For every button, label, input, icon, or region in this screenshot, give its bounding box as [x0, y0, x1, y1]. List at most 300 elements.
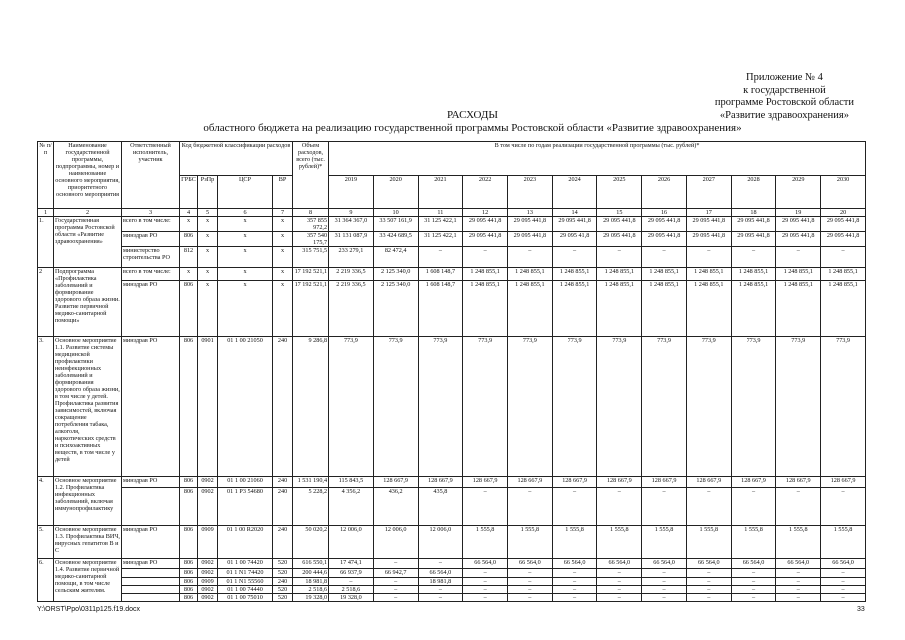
vr-code: 520 [273, 594, 293, 602]
year-value: 115 843,5 [329, 477, 374, 488]
year-value: 2 219 336,5 [329, 268, 374, 281]
year-value: 1 555,8 [463, 526, 508, 559]
year-value: – [463, 569, 508, 578]
year-value: – [731, 569, 776, 578]
responsible: всего в том числе: [122, 217, 180, 232]
year-value: 1 248 855,1 [552, 281, 597, 337]
rzpr-code: x [198, 232, 218, 247]
year-value: – [552, 586, 597, 594]
rzpr-code: x [198, 268, 218, 281]
column-number: 11 [418, 209, 463, 217]
row-name: Основное мероприятие 1.3. Профилактика ВИЧ, вирусных гепатитов В и С [54, 526, 122, 559]
responsible [122, 488, 180, 526]
csr-code: 01 1 00 74440 [218, 586, 273, 594]
vr-code: 520 [273, 569, 293, 578]
column-number: 6 [218, 209, 273, 217]
year-value: 1 248 855,1 [463, 281, 508, 337]
total-volume: 5 228,2 [293, 488, 329, 526]
year-value: 128 667,9 [463, 477, 508, 488]
year-value: – [686, 488, 731, 526]
row-name: Подпрограмма «Профилактика заболеваний и формирование здорового образа жизни. Развитие первичной медико-санитарной помощи» [54, 268, 122, 337]
rzpr-code: 0901 [198, 337, 218, 477]
header-name: Наименование государственной программы, подпрограммы, номер и наименование основного мероприятия, приоритетного основного мероприятия [54, 142, 122, 209]
year-value: – [821, 569, 866, 578]
appendix-line: к государственной [743, 84, 826, 96]
appendix-line: «Развитие здравоохранения» [719, 109, 849, 121]
total-volume: 1 531 190,4 [293, 477, 329, 488]
year-value: 29 095 441,8 [731, 232, 776, 247]
year-value: 1 248 855,1 [507, 268, 552, 281]
row-number: 1. [38, 217, 54, 268]
year-value: 233 279,1 [329, 247, 374, 268]
responsible: минздрав РО [122, 232, 180, 247]
year-value: – [731, 578, 776, 586]
column-number: 7 [273, 209, 293, 217]
year-value: 1 608 148,7 [418, 281, 463, 337]
year-value: – [552, 247, 597, 268]
column-number: 15 [597, 209, 642, 217]
rzpr-code: 0902 [198, 559, 218, 569]
total-volume: 50 020,2 [293, 526, 329, 559]
year-value: 2 125 340,0 [373, 281, 418, 337]
year-value: 1 248 855,1 [821, 268, 866, 281]
year-value: – [776, 594, 821, 602]
year-value: 128 667,9 [507, 477, 552, 488]
year-value: – [642, 594, 687, 602]
csr-code: 01 1 00 R2020 [218, 526, 273, 559]
year-value: 128 667,9 [373, 477, 418, 488]
csr-code: x [218, 247, 273, 268]
row-number: 2 [38, 268, 54, 337]
column-number: 5 [198, 209, 218, 217]
header-rzpr: РзПр [198, 175, 218, 209]
header-year: 2028 [731, 175, 776, 209]
year-value: 773,9 [597, 337, 642, 477]
grbs-code: 806 [180, 488, 198, 526]
year-value: – [776, 586, 821, 594]
header-grbs: ГРБС [180, 175, 198, 209]
year-value: 66 937,9 [329, 569, 374, 578]
header-year: 2022 [463, 175, 508, 209]
year-value: – [373, 586, 418, 594]
table-row [38, 578, 866, 586]
year-value: 1 248 855,1 [776, 268, 821, 281]
year-value: 128 667,9 [642, 477, 687, 488]
csr-code: 01 1 00 75010 [218, 594, 273, 602]
csr-code: 01 1 N1 74420 [218, 569, 273, 578]
header-year: 2023 [507, 175, 552, 209]
year-value: – [507, 594, 552, 602]
year-value: 1 248 855,1 [686, 281, 731, 337]
header-year: 2030 [821, 175, 866, 209]
column-number: 2 [54, 209, 122, 217]
total-volume: 616 550,1 [293, 559, 329, 569]
year-value: 29 095 441,8 [686, 217, 731, 232]
year-value: – [507, 586, 552, 594]
vr-code: 240 [273, 578, 293, 586]
year-value: – [642, 569, 687, 578]
year-value: – [686, 578, 731, 586]
responsible: минздрав РО [122, 337, 180, 477]
header-row-1 [38, 142, 866, 176]
year-value: 128 667,9 [821, 477, 866, 488]
year-value: 773,9 [776, 337, 821, 477]
vr-code: 240 [273, 337, 293, 477]
year-value: 773,9 [821, 337, 866, 477]
year-value: – [686, 594, 731, 602]
grbs-code: 806 [180, 569, 198, 578]
rzpr-code: x [198, 217, 218, 232]
table-row [38, 569, 866, 578]
total-volume: 315 751,5 [293, 247, 329, 268]
year-value: – [821, 247, 866, 268]
appendix-line: Приложение № 4 [746, 72, 823, 83]
total-volume: 17 192 521,1 [293, 268, 329, 281]
year-value: – [731, 247, 776, 268]
year-value: 2 125 340,0 [373, 268, 418, 281]
year-value: 29 095 441,8 [463, 217, 508, 232]
rzpr-code: 0909 [198, 526, 218, 559]
column-number: 4 [180, 209, 198, 217]
vr-code: x [273, 217, 293, 232]
csr-code: 01 1 00 21050 [218, 337, 273, 477]
column-number: 8 [293, 209, 329, 217]
year-value: 2 518,6 [329, 586, 374, 594]
column-number: 19 [776, 209, 821, 217]
year-value: – [507, 578, 552, 586]
year-value: – [776, 578, 821, 586]
column-number: 12 [463, 209, 508, 217]
row-number: 3. [38, 337, 54, 477]
row-number: 4. [38, 477, 54, 526]
year-value: – [373, 578, 418, 586]
year-value: – [597, 594, 642, 602]
vr-code: x [273, 281, 293, 337]
csr-code: 01 1 N1 55560 [218, 578, 273, 586]
year-value: – [552, 569, 597, 578]
year-value: 33 424 689,5 [373, 232, 418, 247]
row-name: Государственная программа Ростовской области «Развитие здравоохранения» [54, 217, 122, 268]
year-value: – [776, 488, 821, 526]
year-value: 128 667,9 [418, 477, 463, 488]
year-value: 1 555,8 [731, 526, 776, 559]
header-year: 2029 [776, 175, 821, 209]
responsible: минздрав РО [122, 477, 180, 488]
year-value: 82 472,4 [373, 247, 418, 268]
grbs-code: 806 [180, 477, 198, 488]
column-number: 9 [329, 209, 374, 217]
year-value: 1 248 855,1 [463, 268, 508, 281]
column-number: 17 [686, 209, 731, 217]
year-value: 1 555,8 [686, 526, 731, 559]
table-row [38, 477, 866, 488]
year-value: 773,9 [552, 337, 597, 477]
year-value: 31 125 422,1 [418, 217, 463, 232]
year-value: 1 608 148,7 [418, 268, 463, 281]
year-value: 29 095 41,8 [552, 232, 597, 247]
header-budget-code: Код бюджетной классификации расходов [180, 142, 293, 176]
year-value: 66 564,0 [507, 559, 552, 569]
year-value: 1 248 855,1 [776, 281, 821, 337]
year-value: – [552, 594, 597, 602]
year-value: 17 474,1 [329, 559, 374, 569]
year-value: 2 219 336,5 [329, 281, 374, 337]
year-value: – [731, 586, 776, 594]
year-value: – [686, 586, 731, 594]
footer-file-path: Y:\ORST\Ppo\0311p125.f19.docx [37, 606, 140, 613]
year-value: – [597, 586, 642, 594]
year-value: – [463, 578, 508, 586]
year-value: – [463, 594, 508, 602]
year-value: 33 507 161,9 [373, 217, 418, 232]
year-value: – [507, 569, 552, 578]
row-name: Основное мероприятие 1.2. Профилактика инфекционных заболеваний, включая иммунопрофилактику [54, 477, 122, 526]
rzpr-code: 0902 [198, 594, 218, 602]
row-number: 6. [38, 559, 54, 602]
column-number: 14 [552, 209, 597, 217]
responsible [122, 586, 180, 594]
year-value: – [329, 578, 374, 586]
year-value: – [597, 578, 642, 586]
year-value: 773,9 [373, 337, 418, 477]
year-value: 29 095 441,8 [552, 217, 597, 232]
responsible: министерство строительства РО [122, 247, 180, 268]
vr-code: x [273, 232, 293, 247]
year-value: – [686, 247, 731, 268]
total-volume: 17 192 521,1 [293, 281, 329, 337]
total-volume: 357 540 175,7 [293, 232, 329, 247]
year-value: 29 095 441,8 [776, 232, 821, 247]
rzpr-code: 0902 [198, 569, 218, 578]
year-value: 1 555,8 [642, 526, 687, 559]
header-csr: ЦСР [218, 175, 273, 209]
rzpr-code: 0902 [198, 477, 218, 488]
title-line-2: областного бюджета на реализацию государственной программы Ростовской области «Развитие здравоохранения» [203, 122, 742, 134]
year-value: 773,9 [686, 337, 731, 477]
year-value: 18 981,8 [418, 578, 463, 586]
year-value: – [597, 488, 642, 526]
year-value: 1 248 855,1 [642, 268, 687, 281]
grbs-code: x [180, 217, 198, 232]
year-value: – [552, 488, 597, 526]
appendix-line: программе Ростовской области [714, 97, 854, 108]
year-value: – [642, 488, 687, 526]
grbs-code: 806 [180, 281, 198, 337]
responsible [122, 594, 180, 602]
column-number: 16 [642, 209, 687, 217]
responsible: минздрав РО [122, 526, 180, 559]
table-row [38, 247, 866, 268]
rzpr-code: 0902 [198, 586, 218, 594]
year-value: 1 248 855,1 [731, 281, 776, 337]
year-value: 66 564,0 [776, 559, 821, 569]
year-value: – [821, 578, 866, 586]
page-number: 33 [857, 606, 865, 613]
year-value: 435,8 [418, 488, 463, 526]
year-value: 773,9 [463, 337, 508, 477]
csr-code: x [218, 217, 273, 232]
year-value: – [418, 247, 463, 268]
csr-code: 01 1 P3 54680 [218, 488, 273, 526]
header-year: 2027 [686, 175, 731, 209]
vr-code: 240 [273, 488, 293, 526]
table-row [38, 337, 866, 477]
table-row [38, 268, 866, 281]
rzpr-code: x [198, 281, 218, 337]
year-value: – [821, 586, 866, 594]
year-value: 66 564,0 [463, 559, 508, 569]
grbs-code: 806 [180, 559, 198, 569]
vr-code: x [273, 247, 293, 268]
vr-code: x [273, 268, 293, 281]
header-year: 2024 [552, 175, 597, 209]
year-value: 66 564,0 [821, 559, 866, 569]
year-value: 12 006,0 [329, 526, 374, 559]
year-value: 12 006,0 [418, 526, 463, 559]
column-number: 10 [373, 209, 418, 217]
header-num: № п/п [38, 142, 54, 209]
year-value: – [418, 594, 463, 602]
year-value: 31 125 422,1 [418, 232, 463, 247]
year-value: 128 667,9 [686, 477, 731, 488]
year-value: 773,9 [731, 337, 776, 477]
year-value: 29 095 441,8 [686, 232, 731, 247]
year-value: 436,2 [373, 488, 418, 526]
header-year: 2019 [329, 175, 374, 209]
year-value: 66 564,0 [418, 569, 463, 578]
header-by-years: В том числе по годам реализации государственной программы (тыс. рублей)* [329, 142, 866, 176]
year-value: 773,9 [329, 337, 374, 477]
year-value: – [597, 247, 642, 268]
rzpr-code: x [198, 247, 218, 268]
year-value: – [418, 559, 463, 569]
year-value: – [552, 578, 597, 586]
year-value: – [731, 488, 776, 526]
vr-code: 520 [273, 559, 293, 569]
year-value: 1 248 855,1 [686, 268, 731, 281]
year-value: – [686, 569, 731, 578]
year-value: 1 248 855,1 [821, 281, 866, 337]
year-value: 128 667,9 [552, 477, 597, 488]
total-volume: 9 286,8 [293, 337, 329, 477]
year-value: 66 564,0 [597, 559, 642, 569]
year-value: 29 095 441,8 [821, 217, 866, 232]
year-value: 1 248 855,1 [597, 281, 642, 337]
table-row [38, 488, 866, 526]
column-number: 1 [38, 209, 54, 217]
year-value: 66 564,0 [686, 559, 731, 569]
vr-code: 520 [273, 586, 293, 594]
total-volume: 2 518,6 [293, 586, 329, 594]
header-year: 2025 [597, 175, 642, 209]
grbs-code: 806 [180, 594, 198, 602]
rzpr-code: 0909 [198, 578, 218, 586]
row-name: Основное мероприятие 1.1. Развитие системы медицинской профилактики неинфекционных заболеваний и формирования здорового образа жизни, в том числе у детей. Профилактика развития зависимостей, включая сокращение потребления табака, алкоголя, наркотических средств и психоактивных веществ, в том числе у детей [54, 337, 122, 477]
year-value: – [463, 586, 508, 594]
year-value: 128 667,9 [597, 477, 642, 488]
csr-code: x [218, 268, 273, 281]
row-number: 5. [38, 526, 54, 559]
year-value: 128 667,9 [776, 477, 821, 488]
year-value: 29 095 441,8 [597, 217, 642, 232]
year-value: 773,9 [418, 337, 463, 477]
year-value: 29 095 441,8 [507, 232, 552, 247]
total-volume: 357 855 972,2 [293, 217, 329, 232]
row-name: Основное мероприятие 1.4. Развитие первичной медико-санитарной помощи, в том числе сельским жителям. [54, 559, 122, 602]
table-row [38, 526, 866, 559]
year-value: 31 364 367,0 [329, 217, 374, 232]
total-volume: 19 328,0 [293, 594, 329, 602]
column-number: 13 [507, 209, 552, 217]
header-year: 2026 [642, 175, 687, 209]
year-value: – [776, 569, 821, 578]
year-value: 29 095 441,8 [642, 232, 687, 247]
header-volume: Объем расходов, всего (тыс. рублей)* [293, 142, 329, 209]
year-value: 773,9 [507, 337, 552, 477]
year-value: 66 942,7 [373, 569, 418, 578]
year-value: – [373, 559, 418, 569]
table-row [38, 232, 866, 247]
year-value: 1 248 855,1 [642, 281, 687, 337]
grbs-code: 806 [180, 526, 198, 559]
column-number-row [38, 209, 866, 217]
year-value: 1 555,8 [597, 526, 642, 559]
year-value: 1 555,8 [821, 526, 866, 559]
grbs-code: 806 [180, 578, 198, 586]
year-value: – [597, 569, 642, 578]
year-value: – [418, 586, 463, 594]
csr-code: x [218, 281, 273, 337]
grbs-code: 806 [180, 337, 198, 477]
title-line-1: РАСХОДЫ [446, 109, 499, 121]
year-value: – [507, 247, 552, 268]
year-value: 66 564,0 [642, 559, 687, 569]
year-value: 1 248 855,1 [552, 268, 597, 281]
year-value: 29 095 441,8 [642, 217, 687, 232]
year-value: – [821, 488, 866, 526]
header-year: 2020 [373, 175, 418, 209]
year-value: – [642, 586, 687, 594]
table-row [38, 586, 866, 594]
responsible: минздрав РО [122, 281, 180, 337]
year-value: 1 555,8 [507, 526, 552, 559]
year-value: 19 328,0 [329, 594, 374, 602]
responsible: всего в том числе: [122, 268, 180, 281]
year-value: – [373, 594, 418, 602]
year-value: 4 356,2 [329, 488, 374, 526]
vr-code: 240 [273, 526, 293, 559]
table-row [38, 559, 866, 569]
year-value: 12 006,0 [373, 526, 418, 559]
year-value: 773,9 [642, 337, 687, 477]
total-volume: 18 981,8 [293, 578, 329, 586]
year-value: – [731, 594, 776, 602]
grbs-code: 806 [180, 232, 198, 247]
table-row [38, 594, 866, 602]
year-value: 29 095 441,8 [731, 217, 776, 232]
year-value: – [642, 247, 687, 268]
table-row [38, 281, 866, 337]
column-number: 18 [731, 209, 776, 217]
column-number: 20 [821, 209, 866, 217]
rzpr-code: 0902 [198, 488, 218, 526]
year-value: 29 095 441,8 [507, 217, 552, 232]
expenses-table [37, 141, 866, 602]
header-vr: ВР [273, 175, 293, 209]
year-value: – [642, 578, 687, 586]
csr-code: 01 1 00 74420 [218, 559, 273, 569]
csr-code: x [218, 232, 273, 247]
